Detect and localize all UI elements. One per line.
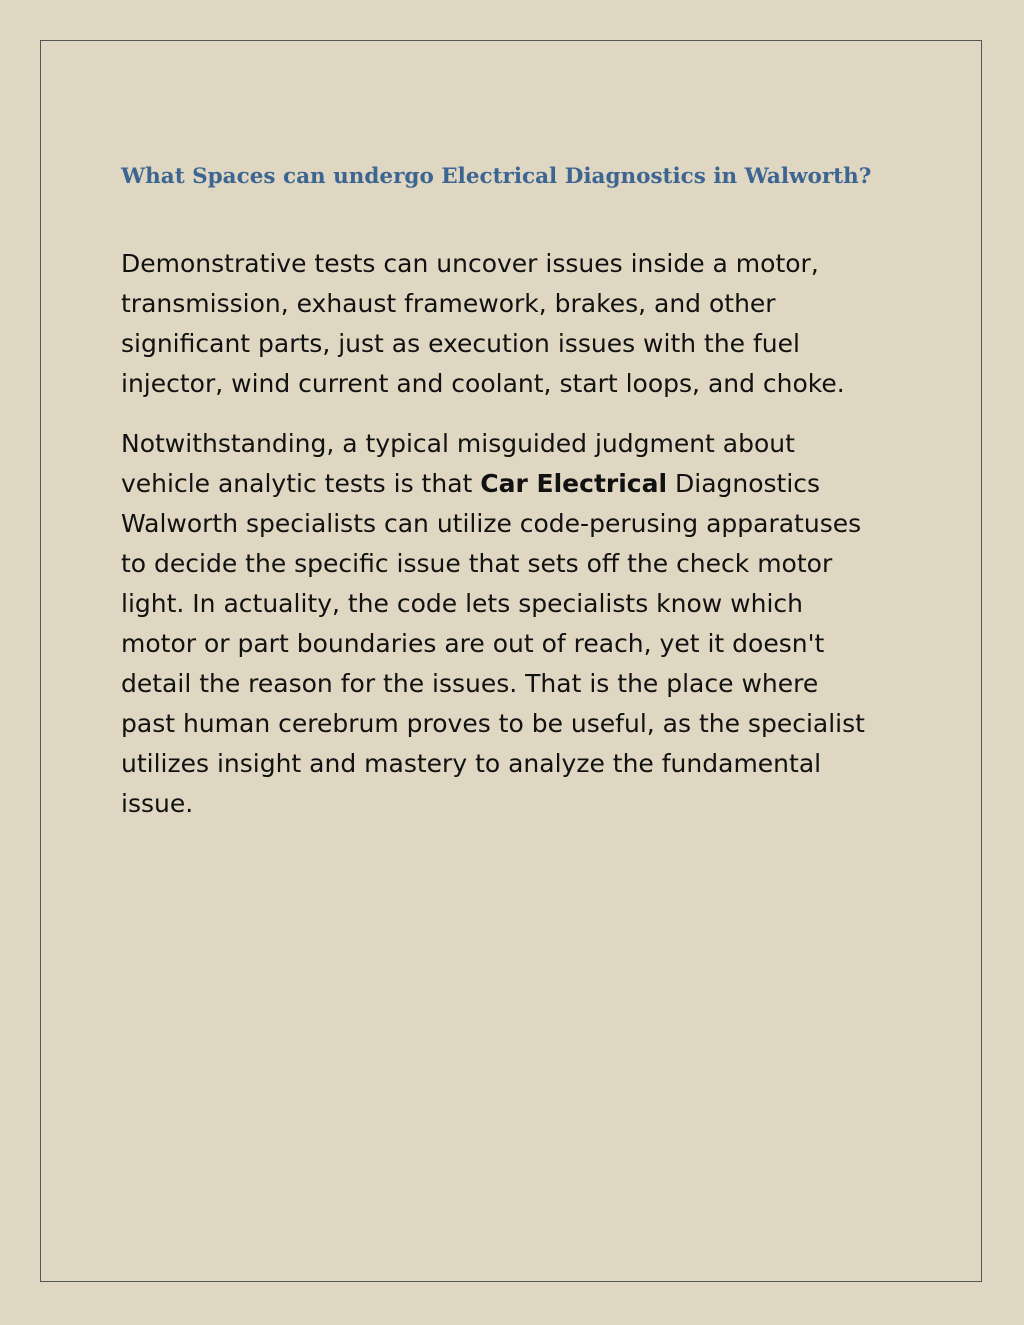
paragraph-line: Notwithstanding, a typical misguided judgment about (121, 429, 795, 458)
paragraph-line: light. In actuality, the code lets specialists know which (121, 589, 804, 618)
paragraph-line: motor or part boundaries are out of reach, yet it doesn't (121, 629, 825, 658)
paragraph-line: Demonstrative tests can uncover issues inside a motor, (121, 249, 819, 278)
bold-keyword: Car Electrical (480, 469, 668, 498)
document-content (121, 158, 921, 844)
text-segment: vehicle analytic tests is that (121, 469, 481, 498)
paragraph-line: to decide the specific issue that sets off the check motor (121, 549, 833, 578)
paragraph-1 (121, 244, 921, 404)
text-segment: Diagnostics (667, 469, 821, 498)
paragraph-line: significant parts, just as execution issues with the fuel (121, 329, 800, 358)
paragraph-line: transmission, exhaust framework, brakes, and other (121, 289, 776, 318)
paragraph-line: Walworth specialists can utilize code-perusing apparatuses (121, 509, 862, 538)
paragraph-line: issue. (121, 789, 194, 818)
document-heading: What Spaces can undergo Electrical Diagnostics in Walworth? (121, 164, 872, 189)
paragraph-line: injector, wind current and coolant, start loops, and choke. (121, 369, 845, 398)
paragraph-2 (121, 424, 921, 824)
paragraph-line: utilizes insight and mastery to analyze the fundamental (121, 749, 822, 778)
paragraph-line (121, 464, 921, 504)
paragraph-line: past human cerebrum proves to be useful, as the specialist (121, 709, 865, 738)
paragraph-line: detail the reason for the issues. That is the place where (121, 669, 819, 698)
